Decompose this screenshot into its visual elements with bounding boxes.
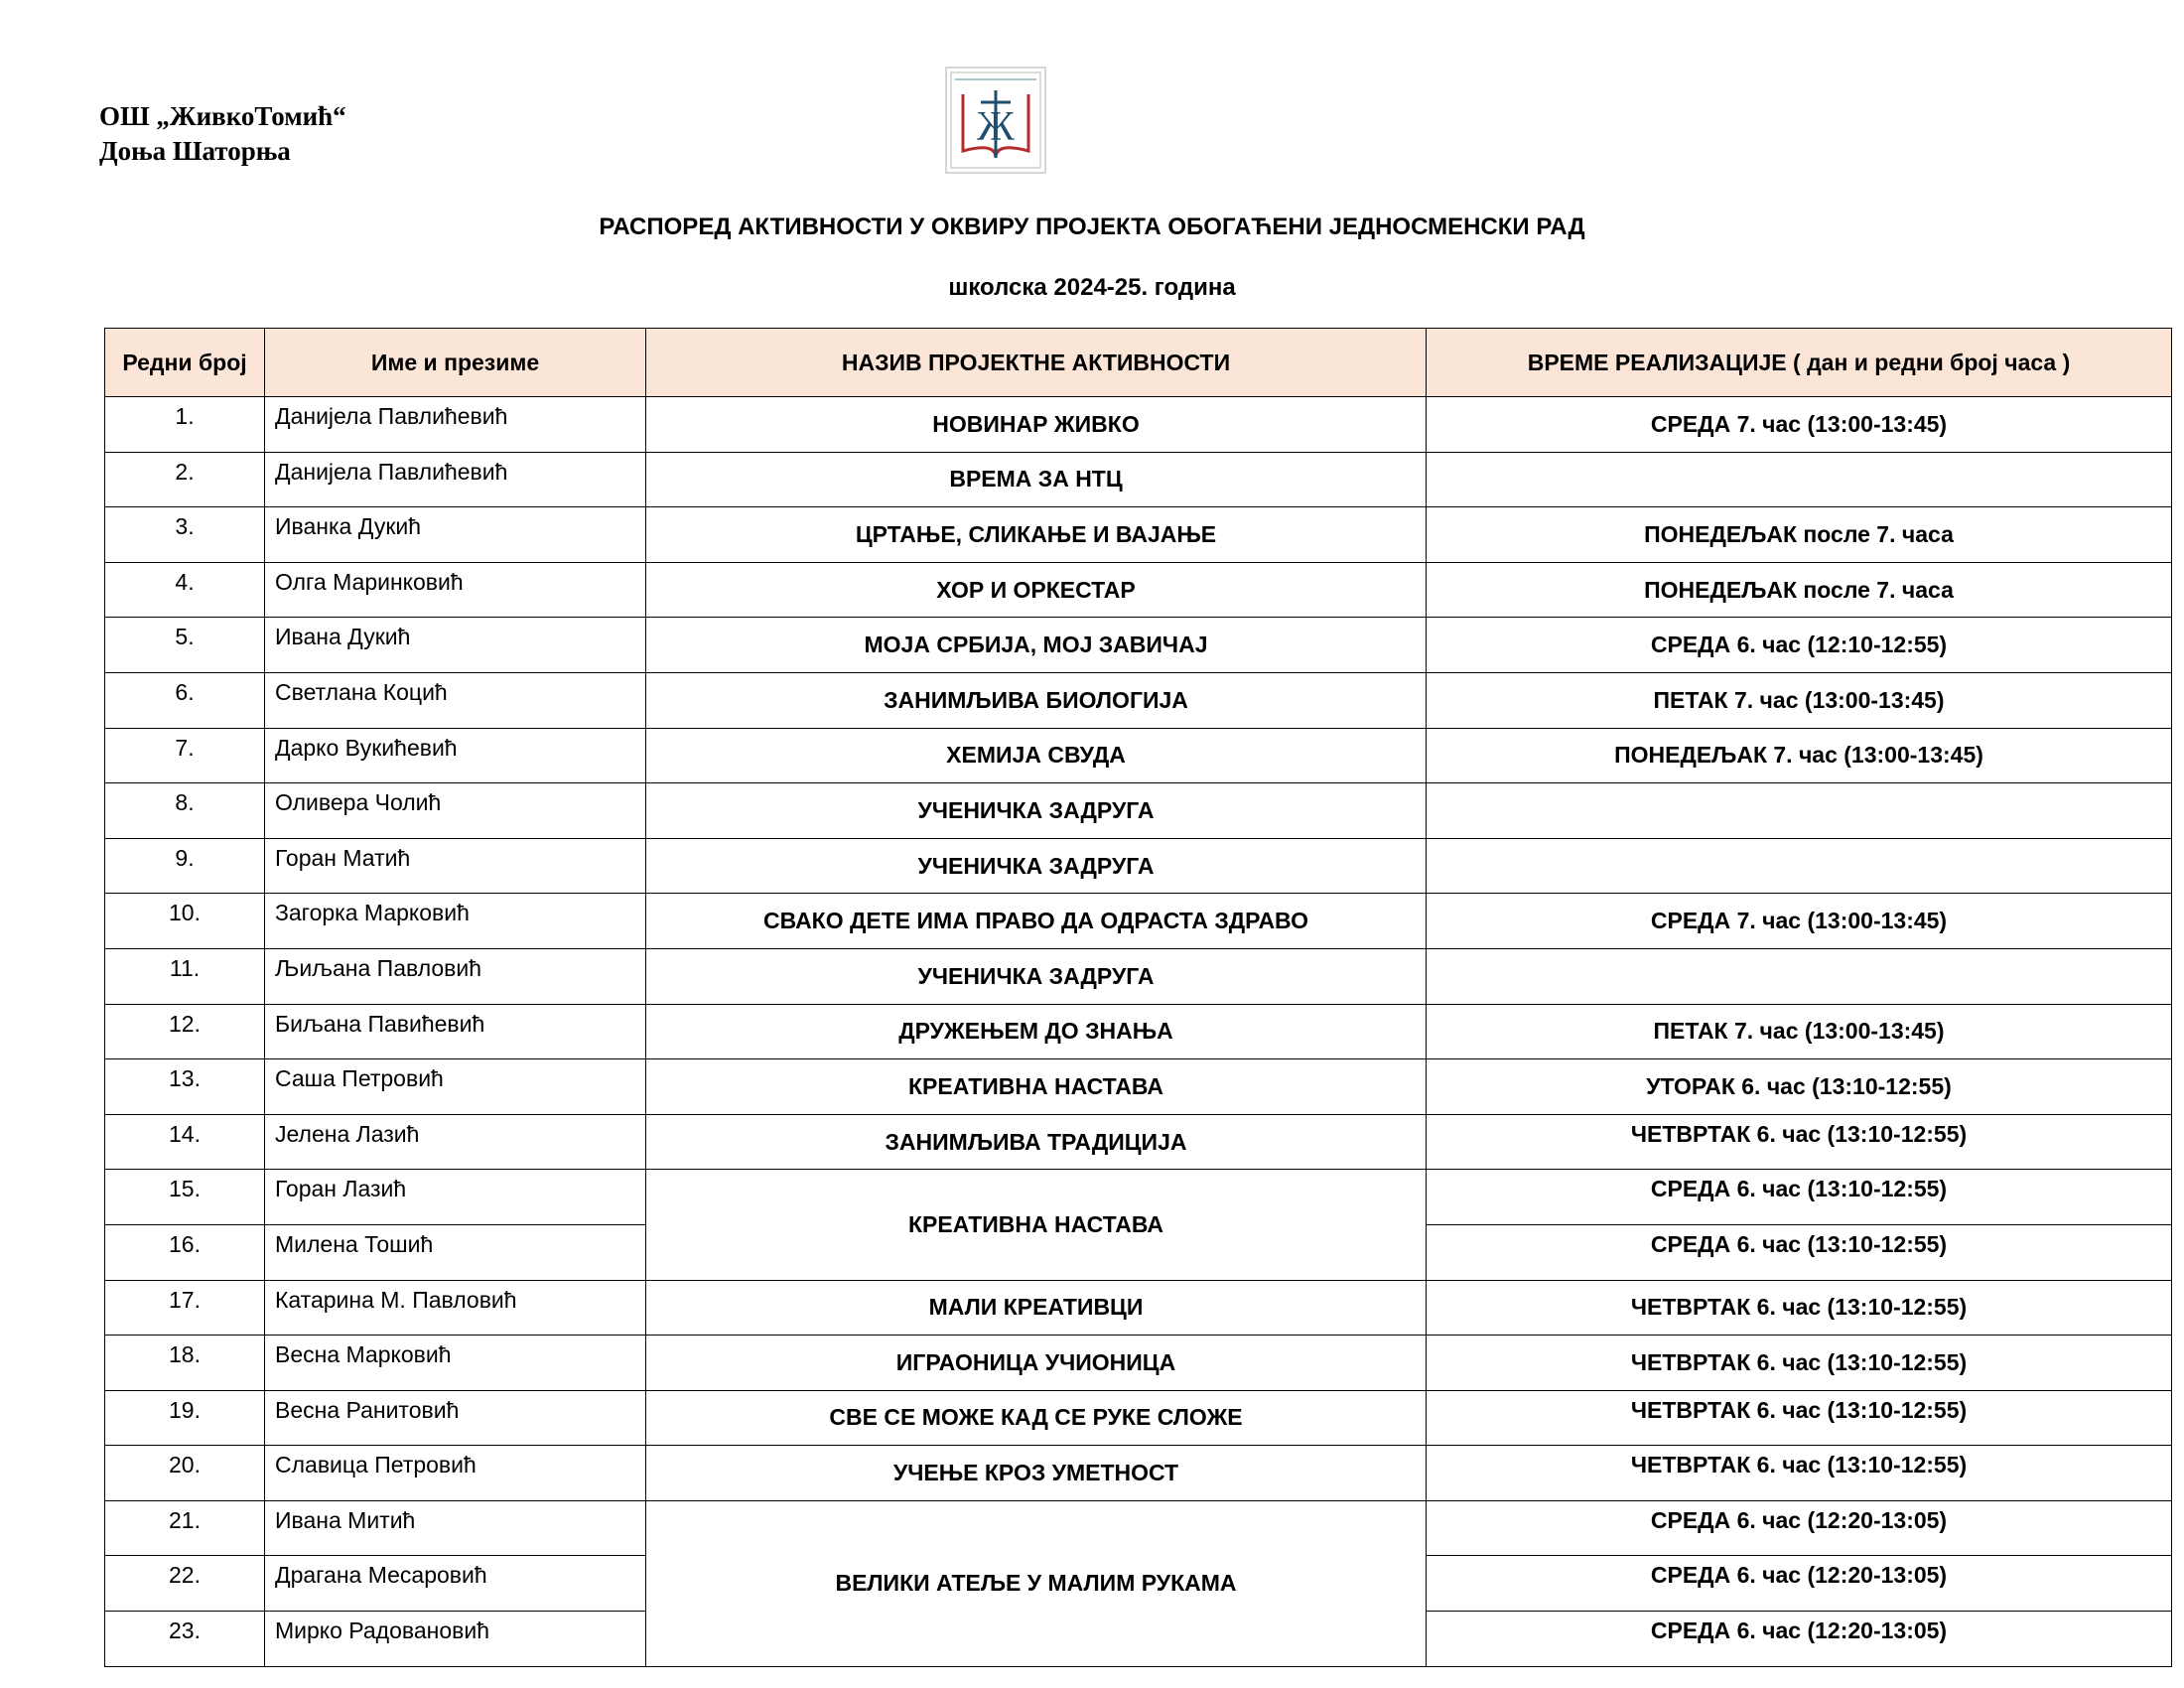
table-row bbox=[105, 1059, 2172, 1115]
table-row bbox=[105, 1004, 2172, 1059]
activity-name: СВЕ СЕ МОЖЕ КАД СЕ РУКЕ СЛОЖЕ bbox=[646, 1390, 1427, 1446]
activity-name: УЧЕЊЕ КРОЗ УМЕТНОСТ bbox=[646, 1446, 1427, 1501]
table-row bbox=[105, 1446, 2172, 1501]
table-row bbox=[105, 1114, 2172, 1170]
activity-time: ПЕТАК 7. час (13:00-13:45) bbox=[1427, 672, 2172, 728]
activity-time: ПОНЕДЕЉАК после 7. часа bbox=[1427, 507, 2172, 563]
activity-time: СРЕДА 6. час (12:20-13:05) bbox=[1427, 1612, 2172, 1667]
logo-letter: Ж bbox=[977, 104, 1015, 150]
table-row bbox=[105, 1170, 2172, 1225]
row-number: 8. bbox=[105, 783, 265, 839]
column-header-time: ВРЕМЕ РЕАЛИЗАЦИЈЕ ( дан и редни број часа ) bbox=[1427, 329, 2172, 397]
activity-name: ИГРАОНИЦА УЧИОНИЦА bbox=[646, 1336, 1427, 1391]
row-number: 2. bbox=[105, 452, 265, 507]
activity-schedule-table bbox=[104, 328, 2172, 1667]
row-number: 4. bbox=[105, 562, 265, 618]
row-number: 15. bbox=[105, 1170, 265, 1225]
activity-time: ЧЕТВРТАК 6. час (13:10-12:55) bbox=[1427, 1114, 2172, 1170]
table-row bbox=[105, 1390, 2172, 1446]
row-number: 3. bbox=[105, 507, 265, 563]
activity-name: ХЕМИЈА СВУДА bbox=[646, 728, 1427, 783]
activity-name: МОЈА СРБИЈА, МОЈ ЗАВИЧАЈ bbox=[646, 618, 1427, 673]
school-logo bbox=[945, 67, 1046, 174]
teacher-name: Дарко Вукићевић bbox=[265, 728, 646, 783]
activity-name: МАЛИ КРЕАТИВЦИ bbox=[646, 1280, 1427, 1336]
teacher-name: Данијела Павлићевић bbox=[265, 397, 646, 453]
activity-time: ПЕТАК 7. час (13:00-13:45) bbox=[1427, 1004, 2172, 1059]
row-number: 9. bbox=[105, 838, 265, 894]
activity-name: ЗАНИМЉИВА БИОЛОГИЈА bbox=[646, 672, 1427, 728]
page-title: РАСПОРЕД АКТИВНОСТИ У ОКВИРУ ПРОЈЕКТА ОБОГАЋЕНИ ЈЕДНОСМЕНСКИ РАД bbox=[599, 213, 1585, 240]
teacher-name: Драгана Месаровић bbox=[265, 1556, 646, 1612]
teacher-name: Весна Ранитовић bbox=[265, 1390, 646, 1446]
table-header-row bbox=[105, 329, 2172, 397]
row-number: 5. bbox=[105, 618, 265, 673]
table-row bbox=[105, 672, 2172, 728]
activity-name: НОВИНАР ЖИВКО bbox=[646, 397, 1427, 453]
teacher-name: Горан Матић bbox=[265, 838, 646, 894]
school-name-block bbox=[99, 99, 346, 169]
row-number: 22. bbox=[105, 1556, 265, 1612]
row-number: 13. bbox=[105, 1059, 265, 1115]
activity-name: ДРУЖЕЊЕМ ДО ЗНАЊА bbox=[646, 1004, 1427, 1059]
activity-name: СВАКО ДЕТЕ ИМА ПРАВО ДА ОДРАСТА ЗДРАВО bbox=[646, 894, 1427, 949]
row-number: 6. bbox=[105, 672, 265, 728]
activity-name: КРЕАТИВНА НАСТАВА bbox=[646, 1170, 1427, 1280]
row-number: 18. bbox=[105, 1336, 265, 1391]
table-row bbox=[105, 1280, 2172, 1336]
teacher-name: Иванка Дукић bbox=[265, 507, 646, 563]
school-name: ОШ „ЖивкоТомић“ bbox=[99, 101, 346, 131]
row-number: 20. bbox=[105, 1446, 265, 1501]
row-number: 12. bbox=[105, 1004, 265, 1059]
activity-time: СРЕДА 6. час (12:20-13:05) bbox=[1427, 1556, 2172, 1612]
activity-name: УЧЕНИЧКА ЗАДРУГА bbox=[646, 838, 1427, 894]
teacher-name: Горан Лазић bbox=[265, 1170, 646, 1225]
teacher-name: Јелена Лазић bbox=[265, 1114, 646, 1170]
school-location: Доња Шаторња bbox=[99, 136, 291, 166]
activity-name: УЧЕНИЧКА ЗАДРУГА bbox=[646, 783, 1427, 839]
row-number: 1. bbox=[105, 397, 265, 453]
activity-time bbox=[1427, 838, 2172, 894]
activity-time: СРЕДА 6. час (13:10-12:55) bbox=[1427, 1170, 2172, 1225]
row-number: 16. bbox=[105, 1224, 265, 1280]
teacher-name: Биљана Павићевић bbox=[265, 1004, 646, 1059]
row-number: 7. bbox=[105, 728, 265, 783]
teacher-name: Оливера Чолић bbox=[265, 783, 646, 839]
column-header-name: Име и презиме bbox=[265, 329, 646, 397]
page-subtitle: школска 2024-25. година bbox=[948, 274, 1236, 301]
activity-name: ЗАНИМЉИВА ТРАДИЦИЈА bbox=[646, 1114, 1427, 1170]
table-row bbox=[105, 452, 2172, 507]
activity-time bbox=[1427, 948, 2172, 1004]
row-number: 10. bbox=[105, 894, 265, 949]
teacher-name: Славица Петровић bbox=[265, 1446, 646, 1501]
activity-time: СРЕДА 6. час (12:10-12:55) bbox=[1427, 618, 2172, 673]
table-row bbox=[105, 783, 2172, 839]
activity-time: УТОРАК 6. час (13:10-12:55) bbox=[1427, 1059, 2172, 1115]
teacher-name: Ивана Дукић bbox=[265, 618, 646, 673]
activity-name: ЦРТАЊЕ, СЛИКАЊЕ И ВАЈАЊЕ bbox=[646, 507, 1427, 563]
table-row bbox=[105, 397, 2172, 453]
teacher-name: Светлана Коцић bbox=[265, 672, 646, 728]
activity-time bbox=[1427, 783, 2172, 839]
activity-name: ХОР И ОРКЕСТАР bbox=[646, 562, 1427, 618]
activity-time: ПОНЕДЕЉАК 7. час (13:00-13:45) bbox=[1427, 728, 2172, 783]
activity-time bbox=[1427, 452, 2172, 507]
teacher-name: Љиљана Павловић bbox=[265, 948, 646, 1004]
teacher-name: Данијела Павлићевић bbox=[265, 452, 646, 507]
table-row bbox=[105, 948, 2172, 1004]
activity-time: ПОНЕДЕЉАК после 7. часа bbox=[1427, 562, 2172, 618]
activity-time: СРЕДА 7. час (13:00-13:45) bbox=[1427, 397, 2172, 453]
activity-time: СРЕДА 7. час (13:00-13:45) bbox=[1427, 894, 2172, 949]
table-row bbox=[105, 838, 2172, 894]
activity-time: ЧЕТВРТАК 6. час (13:10-12:55) bbox=[1427, 1446, 2172, 1501]
row-number: 14. bbox=[105, 1114, 265, 1170]
row-number: 11. bbox=[105, 948, 265, 1004]
teacher-name: Милена Тошић bbox=[265, 1224, 646, 1280]
activity-time: СРЕДА 6. час (13:10-12:55) bbox=[1427, 1224, 2172, 1280]
teacher-name: Мирко Радовановић bbox=[265, 1612, 646, 1667]
teacher-name: Загорка Марковић bbox=[265, 894, 646, 949]
table-row bbox=[105, 507, 2172, 563]
teacher-name: Олга Маринковић bbox=[265, 562, 646, 618]
row-number: 19. bbox=[105, 1390, 265, 1446]
column-header-number: Редни број bbox=[105, 329, 265, 397]
row-number: 23. bbox=[105, 1612, 265, 1667]
activity-time: ЧЕТВРТАК 6. час (13:10-12:55) bbox=[1427, 1280, 2172, 1336]
table-row bbox=[105, 618, 2172, 673]
table-row bbox=[105, 894, 2172, 949]
teacher-name: Саша Петровић bbox=[265, 1059, 646, 1115]
activity-time: ЧЕТВРТАК 6. час (13:10-12:55) bbox=[1427, 1390, 2172, 1446]
activity-name: ВЕЛИКИ АТЕЉЕ У МАЛИМ РУКАМА bbox=[646, 1500, 1427, 1666]
table-row bbox=[105, 562, 2172, 618]
teacher-name: Ивана Митић bbox=[265, 1500, 646, 1556]
teacher-name: Катарина М. Павловић bbox=[265, 1280, 646, 1336]
table-row bbox=[105, 1336, 2172, 1391]
activity-name: УЧЕНИЧКА ЗАДРУГА bbox=[646, 948, 1427, 1004]
activity-time: СРЕДА 6. час (12:20-13:05) bbox=[1427, 1500, 2172, 1556]
activity-time: ЧЕТВРТАК 6. час (13:10-12:55) bbox=[1427, 1336, 2172, 1391]
column-header-activity: НАЗИВ ПРОЈЕКТНЕ АКТИВНОСТИ bbox=[646, 329, 1427, 397]
teacher-name: Весна Марковић bbox=[265, 1336, 646, 1391]
row-number: 17. bbox=[105, 1280, 265, 1336]
table-row bbox=[105, 1500, 2172, 1556]
activity-name: ВРЕМА ЗА НТЦ bbox=[646, 452, 1427, 507]
table-row bbox=[105, 728, 2172, 783]
row-number: 21. bbox=[105, 1500, 265, 1556]
activity-name: КРЕАТИВНА НАСТАВА bbox=[646, 1059, 1427, 1115]
